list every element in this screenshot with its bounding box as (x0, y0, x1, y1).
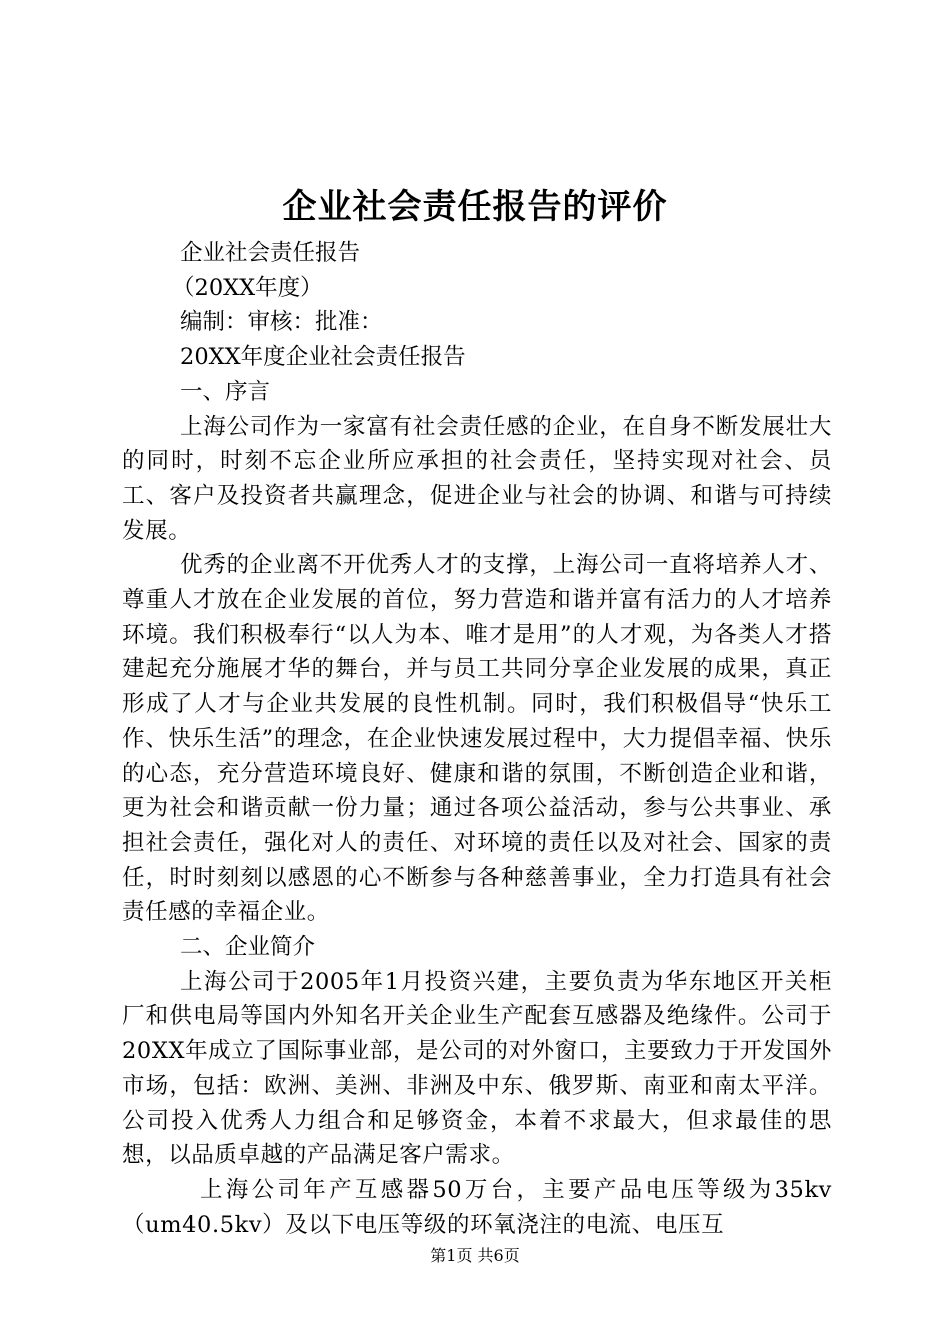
section-heading-company-intro: 二、企业简介 (180, 934, 316, 961)
section-heading-preface: 一、序言 (180, 378, 271, 405)
report-title-line: 20XX年度企业社会责任报告 (180, 344, 466, 371)
page-footer: 第1页 共6页 (430, 1246, 520, 1265)
paragraph-company-intro: 上海公司于2005年1月投资兴建，主要负责为华东地区开关柜厂和供电局等国内外知名开关企业生产配套互感器及绝缘件。公司于20XX年成立了国际事业部，是公司的对外窗口，主要致力于开发国外市场，包括：欧洲、美洲、非洲及中东、俄罗斯、南亚和南太平洋。公司投入优秀人力组合和足够资金，本着不求最大，但求最佳的思想，以品质卓越的产品满足客户需求。 (122, 968, 832, 1169)
paragraph-preface: 上海公司作为一家富有社会责任感的企业，在自身不断发展壮大的同时，时刻不忘企业所应承担的社会责任，坚持实现对社会、员工、客户及投资者共赢理念，促进企业与社会的协调、和谐与可持续发展。 (122, 413, 832, 544)
report-name-line: 企业社会责任报告 (180, 240, 361, 266)
report-year-line: （20XX年度） (172, 274, 323, 301)
paragraph-talent: 优秀的企业离不开优秀人才的支撑，上海公司一直将培养人才、尊重人才放在企业发展的首位，努力营造和谐并富有活力的人才培养环境。我们积极奉行“以人为本、唯才是用”的人才观，为各类人才搭建起充分施展才华的舞台，并与员工共同分享企业发展的成果，真正形成了人才与企业共发展的良性机制。同时，我们积极倡导“快乐工作、快乐生活”的理念，在企业快速发展过程中，大力提倡幸福、快乐的心态，充分营造环境良好、健康和谐的氛围，不断创造企业和谐，更为社会和谐贡献一份力量；通过各项公益活动，参与公共事业、承担社会责任，强化对人的责任、对环境的责任以及对社会、国家的责任，时时刻刻以感恩的心不断参与各种慈善事业，全力打造具有社会责任感的幸福企业。 (122, 552, 832, 926)
document-title: 企业社会责任报告的评价 (282, 187, 668, 227)
document-body (122, 236, 832, 1242)
paragraph-production: 上海公司年产互感器50万台，主要产品电压等级为35kv（um40.5kv）及以下电压等级的环氧浇注的电流、电压互 (122, 1176, 832, 1238)
approval-line: 编制：审核：批准： (180, 309, 383, 336)
